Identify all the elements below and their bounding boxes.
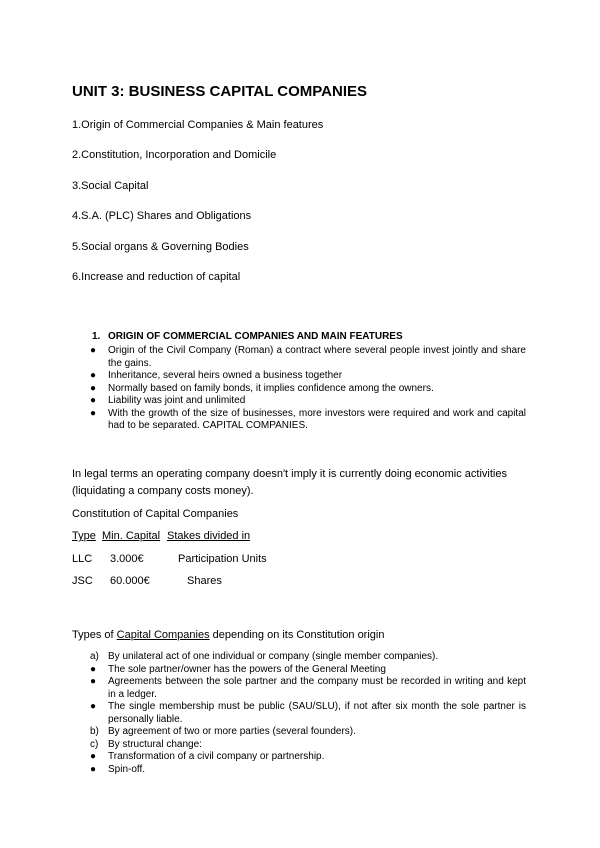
toc-item-1: 1.Origin of Commercial Companies & Main features <box>72 119 324 131</box>
table-cell-type: JSC <box>72 575 93 587</box>
section-title: ORIGIN OF COMMERCIAL COMPANIES AND MAIN FEATURES <box>108 331 403 342</box>
table-header-type: Type <box>72 530 96 542</box>
bullet-icon: ● <box>90 407 97 419</box>
toc-item-3: 3.Social Capital <box>72 180 149 192</box>
table-cell-stakes: Shares <box>187 575 222 587</box>
bullet-icon: ● <box>90 763 97 775</box>
section-number: 1. <box>92 331 101 342</box>
list-marker: b) <box>90 726 99 737</box>
list-item: a) By unilateral act of one individual or company (single member companies). <box>90 651 439 662</box>
page-title: UNIT 3: BUSINESS CAPITAL COMPANIES <box>72 83 368 100</box>
bullet-icon: ● <box>90 382 97 394</box>
table-header-stakes: Stakes divided in <box>167 530 251 542</box>
list-item: ● With the growth of the size of businesses, more investors were required and work and capital had to be separated. CAPITAL COMPANIES. <box>90 407 526 431</box>
toc-item-4: 4.S.A. (PLC) Shares and Obligations <box>72 210 252 222</box>
list-item: b) By agreement of two or more parties (several founders). <box>90 726 356 737</box>
list-item: ● Transformation of a civil company or partnership. <box>90 751 325 762</box>
bullet-icon: ● <box>90 663 97 675</box>
toc-item-5: 5.Social organs & Governing Bodies <box>72 241 249 253</box>
list-item: ● Agreements between the sole partner and the company must be recorded in writing and kept in a ledger. <box>90 676 526 700</box>
toc-item-2: 2.Constitution, Incorporation and Domicile <box>72 149 277 161</box>
list-marker: a) <box>90 651 99 662</box>
list-item: ● The sole partner/owner has the powers of the General Meeting <box>90 663 386 675</box>
legal-paragraph: In legal terms an operating company doesn't imply it is currently doing economic activities (liquidating a company costs money). <box>72 468 507 497</box>
types-list <box>90 651 526 776</box>
list-item: ● The single membership must be public (SAU/SLU), if not after six month the sole partner is personally liable. <box>90 701 526 725</box>
bullet-icon: ● <box>90 701 97 712</box>
toc-item-6: 6.Increase and reduction of capital <box>72 271 241 283</box>
bullet-icon: ● <box>90 751 97 762</box>
table-cell-capital: 3.000€ <box>110 553 144 565</box>
capital-companies-link: Capital Companies <box>116 629 210 641</box>
list-item: ● Origin of the Civil Company (Roman) a contract where several people invest jointly and share the gains. <box>90 345 526 369</box>
table-cell-type: LLC <box>72 553 93 565</box>
constitution-heading: Constitution of Capital Companies <box>72 508 239 520</box>
table-cell-stakes: Participation Units <box>178 553 267 565</box>
bullet-icon: ● <box>90 395 97 406</box>
types-heading: Types of Capital Companies depending on its Constitution origin <box>72 629 385 641</box>
list-item: ● Inheritance, several heirs owned a business together <box>90 370 343 381</box>
list-item: c) By structural change: <box>90 738 202 750</box>
list-marker: c) <box>90 738 99 750</box>
list-item: ● Normally based on family bonds, it implies confidence among the owners. <box>90 382 434 394</box>
list-item: ● Spin-off. <box>90 763 146 775</box>
bullet-icon: ● <box>90 345 97 356</box>
table-cell-capital: 60.000€ <box>110 575 150 587</box>
list-item: ● Liability was joint and unlimited <box>90 395 246 406</box>
section-heading <box>92 331 403 342</box>
origin-bullet-list <box>90 345 526 433</box>
bullet-icon: ● <box>90 370 97 381</box>
bullet-icon: ● <box>90 676 97 687</box>
table-header-min-capital: Min. Capital <box>102 530 161 542</box>
